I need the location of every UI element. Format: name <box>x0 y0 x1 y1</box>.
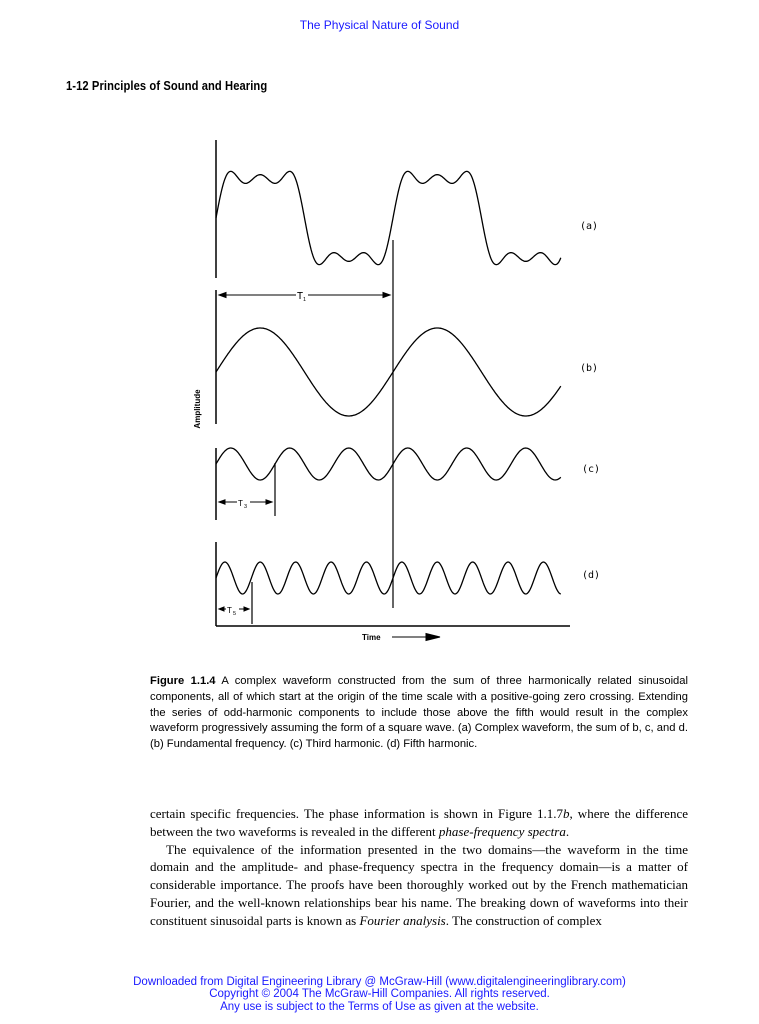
waveform-d-line <box>216 562 561 594</box>
panel-label-d: (d) <box>582 570 601 581</box>
footer-line-3[interactable]: Any use is subject to the Terms of Use as given at the website. <box>220 1000 539 1013</box>
footer-line-1[interactable]: Downloaded from Digital Engineering Library @ McGraw-Hill (www.digitalengineeringlibrary.com) <box>133 976 626 988</box>
paragraph-1: certain specific frequencies. The phase information is shown in Figure 1.1.7b, where the difference between the two waveforms is revealed in the different phase-frequency spectra. <box>150 806 688 839</box>
y-axis-label: Amplitude <box>193 389 202 429</box>
panel-label-a: (a) <box>580 221 599 232</box>
waveform-b-line <box>216 328 561 416</box>
t5-subscript: 5 <box>233 611 237 617</box>
t5-label: T <box>227 606 232 615</box>
footer-notice[interactable] <box>0 976 759 1013</box>
waveform-a-line <box>216 171 561 264</box>
t1-subscript: 1 <box>303 297 307 303</box>
x-axis-label: Time <box>362 633 381 642</box>
caption-label: Figure 1.1.4 <box>150 675 216 687</box>
panel-label-b: (b) <box>580 363 599 374</box>
body-text <box>150 805 688 930</box>
waveform-c-line <box>216 448 561 480</box>
running-head: 1-12 Principles of Sound and Hearing <box>66 78 268 93</box>
footer-line-2: Copyright © 2004 The McGraw-Hill Companies. All rights reserved. <box>209 988 550 1001</box>
figure-caption <box>150 674 688 753</box>
t3-label: T <box>238 499 243 508</box>
paragraph-2: The equivalence of the information presented in the two domains—the waveform in the time domain and the amplitude- and phase-frequency spectra in the frequency domain—is a matter of considerable importance. The proofs have been thoroughly worked out by the French mathematician Fourier, and the well-known relationships bear his name. The breaking down of waveforms into their constituent sinusoidal parts is known as Fourier analysis. The construction of complex <box>150 841 688 928</box>
top-link[interactable]: The Physical Nature of Sound <box>299 18 460 32</box>
t1-label: T <box>297 291 304 302</box>
panel-label-c: (c) <box>582 464 601 475</box>
t3-subscript: 3 <box>244 504 248 510</box>
caption-text: A complex waveform constructed from the sum of three harmonically related sinusoidal components, all of which start at the origin of the time scale with a positive-going zero crossing. Extending the series of odd-harmonic components to include those above the fifth would result in the complex waveform progressively assuming the form of a square wave. (a) Complex waveform, the sum of b, c, and d. (b) Fundamental frequency. (c) Third harmonic. (d) Fifth harmonic. <box>150 675 688 751</box>
